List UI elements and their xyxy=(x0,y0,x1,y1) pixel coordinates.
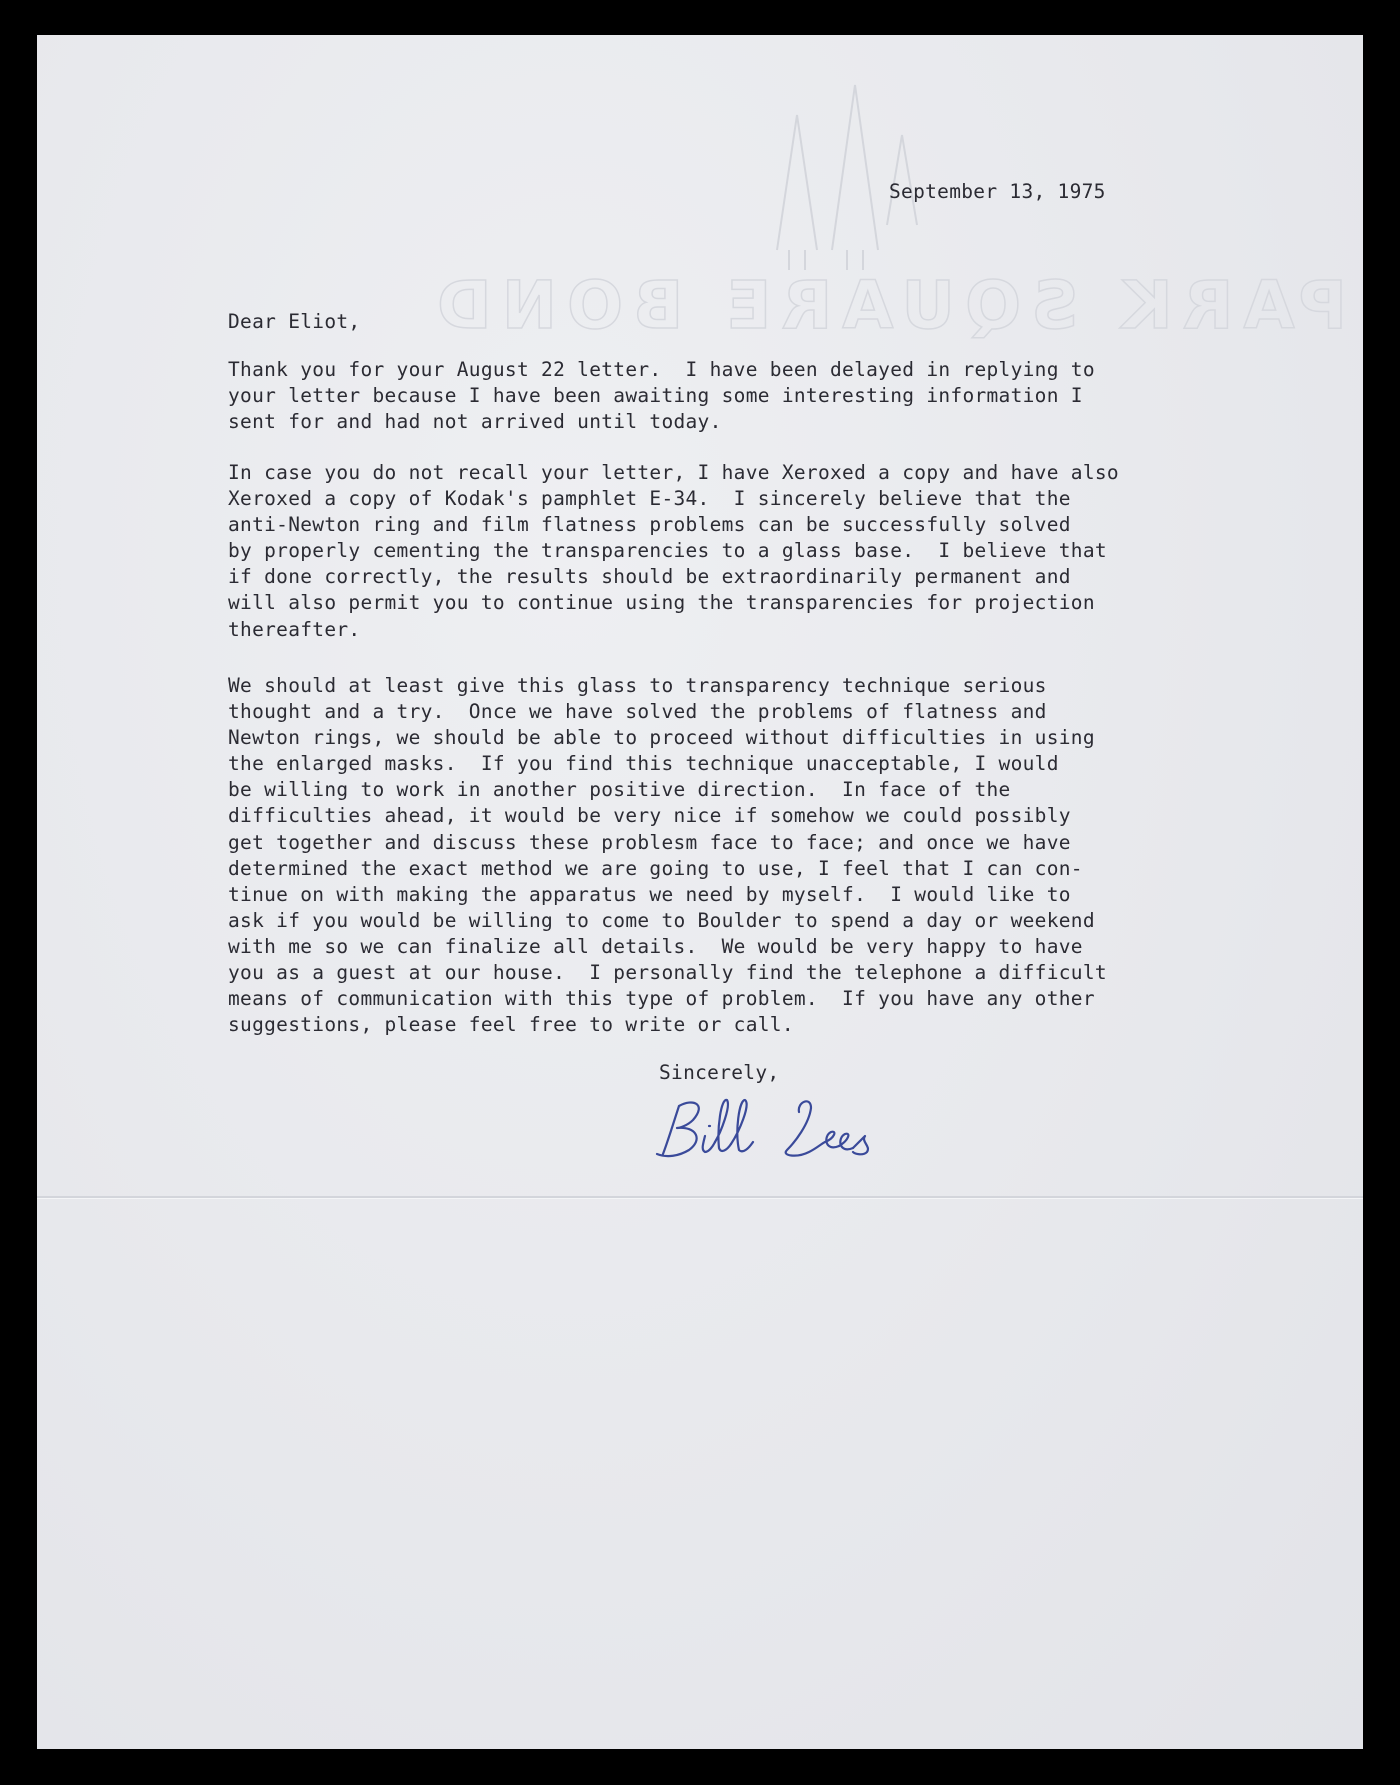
fold-line xyxy=(37,1196,1363,1198)
letter-closing: Sincerely, xyxy=(659,1061,780,1084)
letter-paragraph: We should at least give this glass to transparency technique serious thought and a try. Once we have solved the problems of flatness and Newton rings, we should be able to proceed without difficulties in using the enlarged masks. If you find this technique unacceptable, I would be willing to work in another positive direction. In face of the difficulties ahead, it would be very nice if somehow we could possibly get together and discuss these problesm face to face; and once we have determined the exact method we are going to use, I feel that I can con- tinue on with making the apparatus we need by myself. I would like to ask if you would be willing to come to Boulder to spend a day or weekend with me so we can finalize all details. We would be very happy to have you as a guest at our house. I personally find the telephone a difficult means of communication with this type of problem. If you have any other suggestions, please feel free to write or call. xyxy=(228,674,1107,1037)
letter-date: September 13, 1975 xyxy=(889,180,1106,203)
watermark-brand-text: PARK SQUARE BOND xyxy=(427,267,1347,344)
letter-greeting: Dear Eliot, xyxy=(228,310,361,333)
tree-watermark-icon xyxy=(737,75,947,275)
letter-paragraph: In case you do not recall your letter, I have Xeroxed a copy and have also Xeroxed a copy of Kodak's pamphlet E-34. I sincerely believe that the anti-Newton ring and film flatness problems can be successfully solved by properly cementing the transparencies to a glass base. I believe that if done correctly, the results should be extraordinarily permanent and will also permit you to continue using the transparencies for projection thereafter. xyxy=(228,461,1119,641)
letter-paragraph: Thank you for your August 22 letter. I have been delayed in replying to your letter because I have been awaiting some interesting information I sent for and had not arrived until today. xyxy=(228,358,1095,434)
letter-page xyxy=(37,35,1363,1749)
handwritten-signature xyxy=(649,1088,969,1168)
